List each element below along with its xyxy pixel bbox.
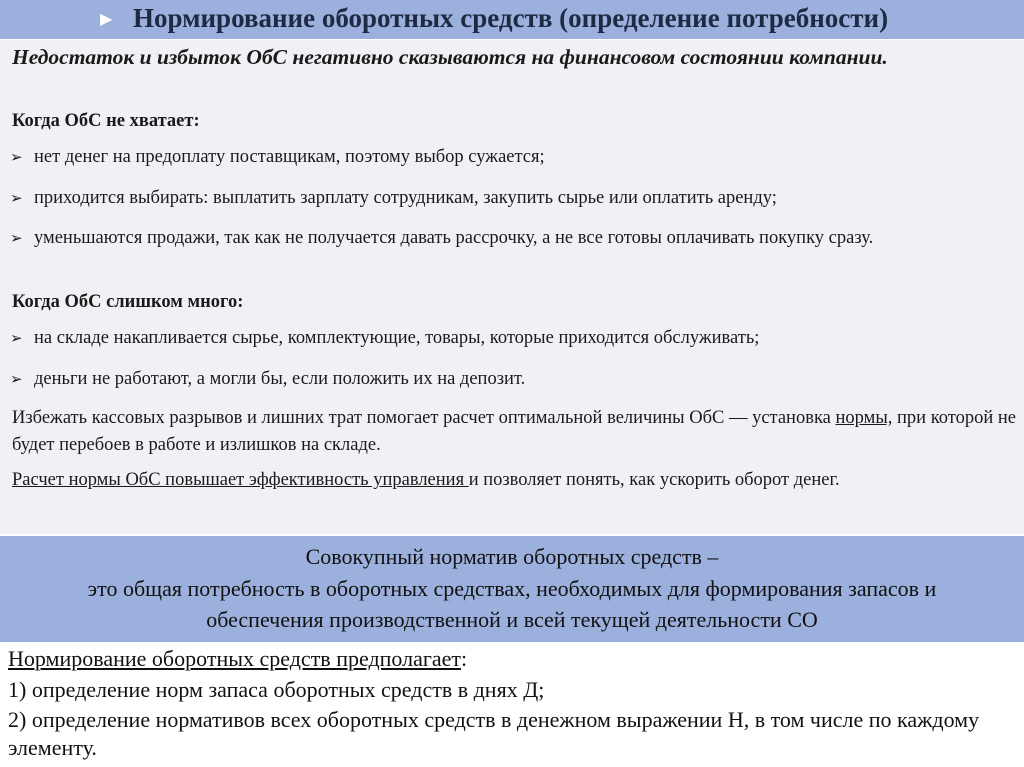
bullet-text: на складе накапливается сырье, комплектующие, товары, которые приходится обслуживать; <box>34 328 760 348</box>
heading-excess: Когда ОбС слишком много: <box>12 292 244 312</box>
slide-title: Нормирование оборотных средств (определение потребности) <box>133 3 889 33</box>
normalization-heading-colon: : <box>461 646 468 671</box>
title-arrow-icon: ▶ <box>100 9 113 28</box>
paragraph-efficiency-tail: и позволяет понять, как ускорить оборот денег. <box>468 470 840 490</box>
paragraph-norm <box>12 405 1016 459</box>
bullet-text: деньги не работают, а могли бы, если положить их на депозит. <box>34 369 526 389</box>
bullet-arrow-icon: ➢ <box>10 329 23 347</box>
list-item <box>10 366 1016 393</box>
bullet-arrow-icon: ➢ <box>10 229 23 247</box>
bullet-arrow-icon: ➢ <box>10 148 23 166</box>
list-item <box>10 325 1016 352</box>
paragraph-efficiency <box>12 467 1016 494</box>
bullet-text: нет денег на предоплату поставщикам, поэтому выбор сужается; <box>34 147 545 167</box>
title-bar <box>0 0 1024 39</box>
bullet-text: уменьшаются продажи, так как не получается давать рассрочку, а не все готовы оплачивать покупку сразу. <box>34 228 874 248</box>
bullet-text: приходится выбирать: выплатить зарплату сотрудникам, закупить сырье или оплатить аренду; <box>34 188 777 208</box>
normalization-heading <box>8 645 1018 673</box>
definition-box <box>0 536 1024 642</box>
bullet-arrow-icon: ➢ <box>10 189 23 207</box>
normalization-item-1: 1) определение норм запаса оборотных средств в днях Д; <box>8 677 545 702</box>
efficiency-underlined-text: Расчет нормы ОбС повышает эффективность управления <box>12 470 469 490</box>
bullet-arrow-icon: ➢ <box>10 370 23 388</box>
list-item <box>10 144 1016 171</box>
definition-line-1: Совокупный норматив оборотных средств – <box>305 544 719 569</box>
paragraph-norm-text: Избежать кассовых разрывов и лишних трат помогает расчет оптимальной величины ОбС — установка <box>12 408 836 428</box>
intro-text: Недостаток и избыток ОбС негативно сказываются на финансовом состоянии компании. <box>12 45 888 69</box>
normalization-heading-text: Нормирование оборотных средств предполагает <box>8 646 462 671</box>
definition-line-2: это общая потребность в оборотных средствах, необходимых для формирования запасов и <box>87 576 937 601</box>
paragraph-norm-tail: при которой не будет перебоев в работе и излишков на складе. <box>12 408 1016 455</box>
norm-link-text: нормы, <box>835 408 893 428</box>
heading-lack: Когда ОбС не хватает: <box>12 111 200 131</box>
definition-line-3: обеспечения производственной и всей текущей деятельности СО <box>206 607 818 632</box>
list-item <box>10 185 1016 212</box>
list-item <box>10 225 1016 252</box>
normalization-item-2: 2) определение нормативов всех оборотных средств в денежном выражении Н, в том числе по каждому элементу. <box>8 707 980 760</box>
